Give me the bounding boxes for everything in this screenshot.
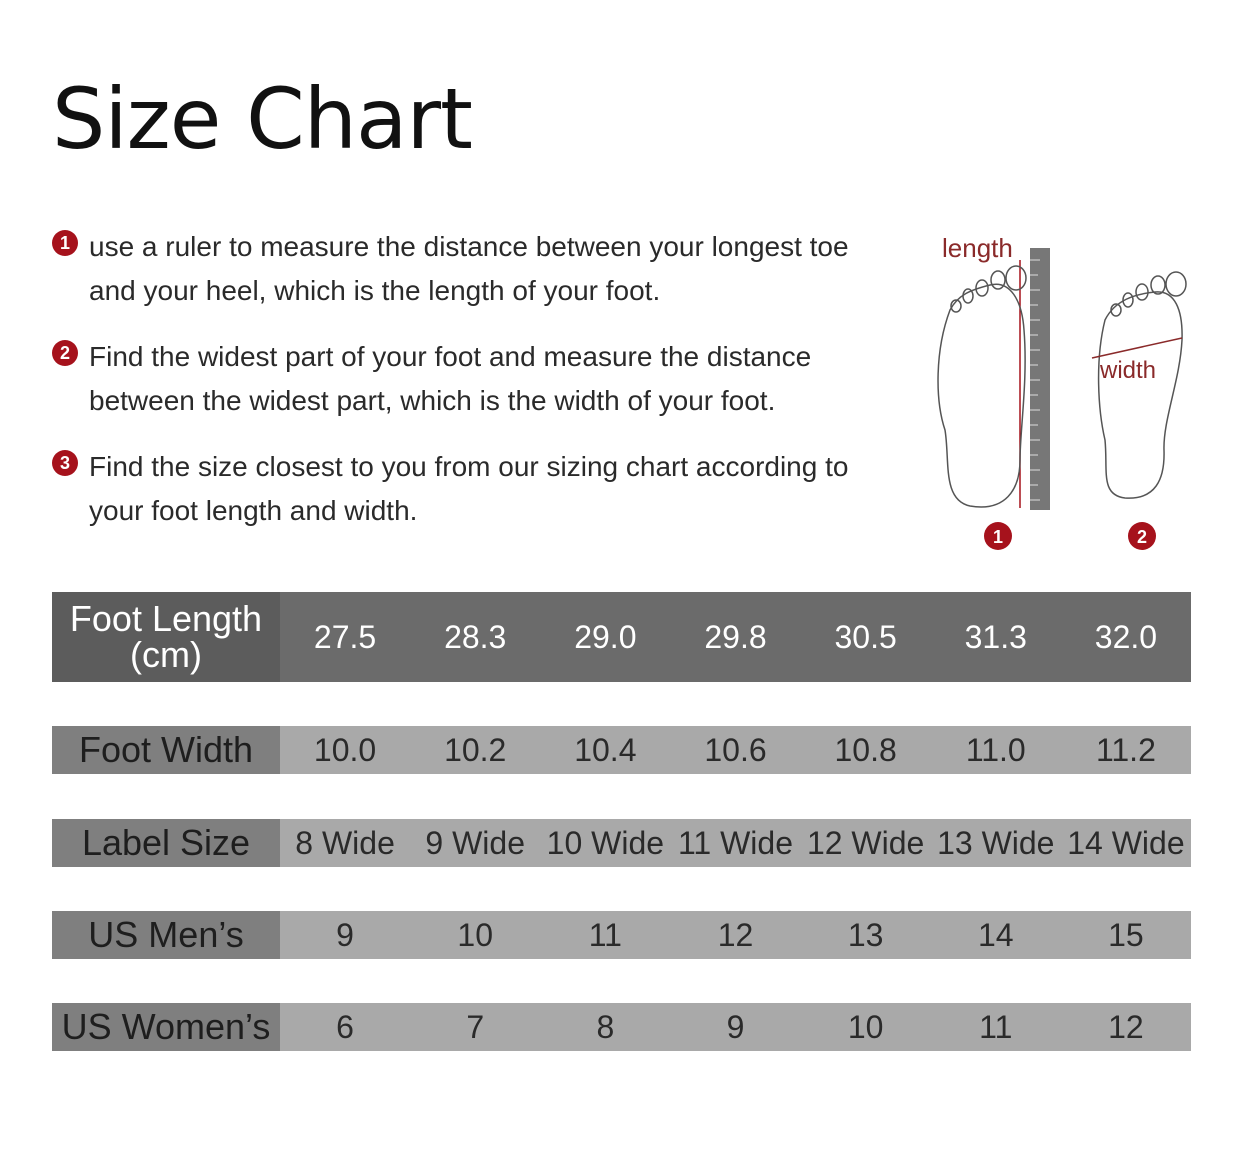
row-header: US Men’s <box>52 911 280 959</box>
width-label: width <box>1100 357 1157 384</box>
step-text: use a ruler to measure the distance between your longest toe and your heel, which is the length of your foot. <box>89 231 849 306</box>
badge-2-label: 2 <box>1136 527 1148 547</box>
table-cell: 11 Wide <box>677 824 793 861</box>
table-cell: 10 Wide <box>546 824 665 861</box>
table-cell: 8 Wide <box>295 824 395 861</box>
table-cell: 14 Wide <box>1067 824 1185 861</box>
instructions <box>52 225 872 555</box>
table-cell: 28.3 <box>444 618 507 655</box>
foot-diagram-illustration <box>920 230 1220 560</box>
step-text: Find the size closest to you from our sizing chart according to your foot length and width. <box>89 451 849 526</box>
badge-1-label: 1 <box>992 527 1004 547</box>
table-cell: 27.5 <box>313 618 377 655</box>
table-cell: 10.0 <box>313 731 377 768</box>
step-number-badge: 3 <box>52 450 78 476</box>
table-row-foot-width <box>52 726 1191 774</box>
step-number-badge: 2 <box>52 340 78 366</box>
table-cell: 10.6 <box>704 731 767 768</box>
table-cell: 11 <box>588 916 622 953</box>
table-row-foot-length <box>52 592 1191 682</box>
step-2 <box>52 335 872 423</box>
table-cell: 13 <box>847 916 884 953</box>
table-cell: 31.3 <box>964 618 1027 655</box>
table-cell: 9 Wide <box>425 824 525 861</box>
table-row-us-womens <box>52 1003 1191 1051</box>
table-cell: 10.4 <box>574 731 637 768</box>
table-cell: 10 <box>847 1008 884 1045</box>
row-header: Foot Width <box>52 726 280 774</box>
foot-outline-icon <box>1099 272 1186 498</box>
table-cell: 7 <box>466 1008 485 1045</box>
foot-measurement-diagram <box>920 230 1220 560</box>
table-cell: 29.0 <box>574 618 637 655</box>
length-label: length <box>942 233 1013 263</box>
table-cell: 10.8 <box>834 731 897 768</box>
table-cell: 10 <box>457 916 493 953</box>
page-title: Size Chart <box>52 70 472 168</box>
row-header: US Women’s <box>52 1003 280 1051</box>
table-cell: 29.8 <box>704 618 767 655</box>
table-cell: 14 <box>977 916 1014 953</box>
table-cell: 30.5 <box>834 618 897 655</box>
row-header: Label Size <box>52 819 280 867</box>
table-row-label-size <box>52 819 1191 867</box>
step-3 <box>52 445 872 533</box>
step-number-badge: 1 <box>52 230 78 256</box>
foot-outline-icon <box>938 266 1026 507</box>
table-cell: 12 <box>717 916 754 953</box>
table-cell: 32.0 <box>1094 618 1158 655</box>
row-header: Foot Length (cm) <box>52 592 280 682</box>
table-cell: 12 Wide <box>806 824 925 861</box>
table-cell: 10.2 <box>444 731 507 768</box>
table-cell: 11 <box>979 1008 1013 1045</box>
table-cell: 11.2 <box>1095 731 1156 768</box>
table-cell: 8 <box>596 1008 615 1045</box>
step-text: Find the widest part of your foot and measure the distance between the widest part, which is the width of your foot. <box>89 341 812 416</box>
table-cell: 12 <box>1108 1008 1144 1045</box>
table-cell: 13 Wide <box>937 824 1055 861</box>
table-cell: 15 <box>1108 916 1144 953</box>
ruler-icon <box>1030 248 1050 510</box>
step-1 <box>52 225 872 313</box>
table-cell: 11.0 <box>965 731 1026 768</box>
table-row-us-mens <box>52 911 1191 959</box>
table-cell: 6 <box>336 1008 354 1045</box>
table-cell: 9 <box>726 1008 745 1045</box>
table-cell: 9 <box>336 916 354 953</box>
